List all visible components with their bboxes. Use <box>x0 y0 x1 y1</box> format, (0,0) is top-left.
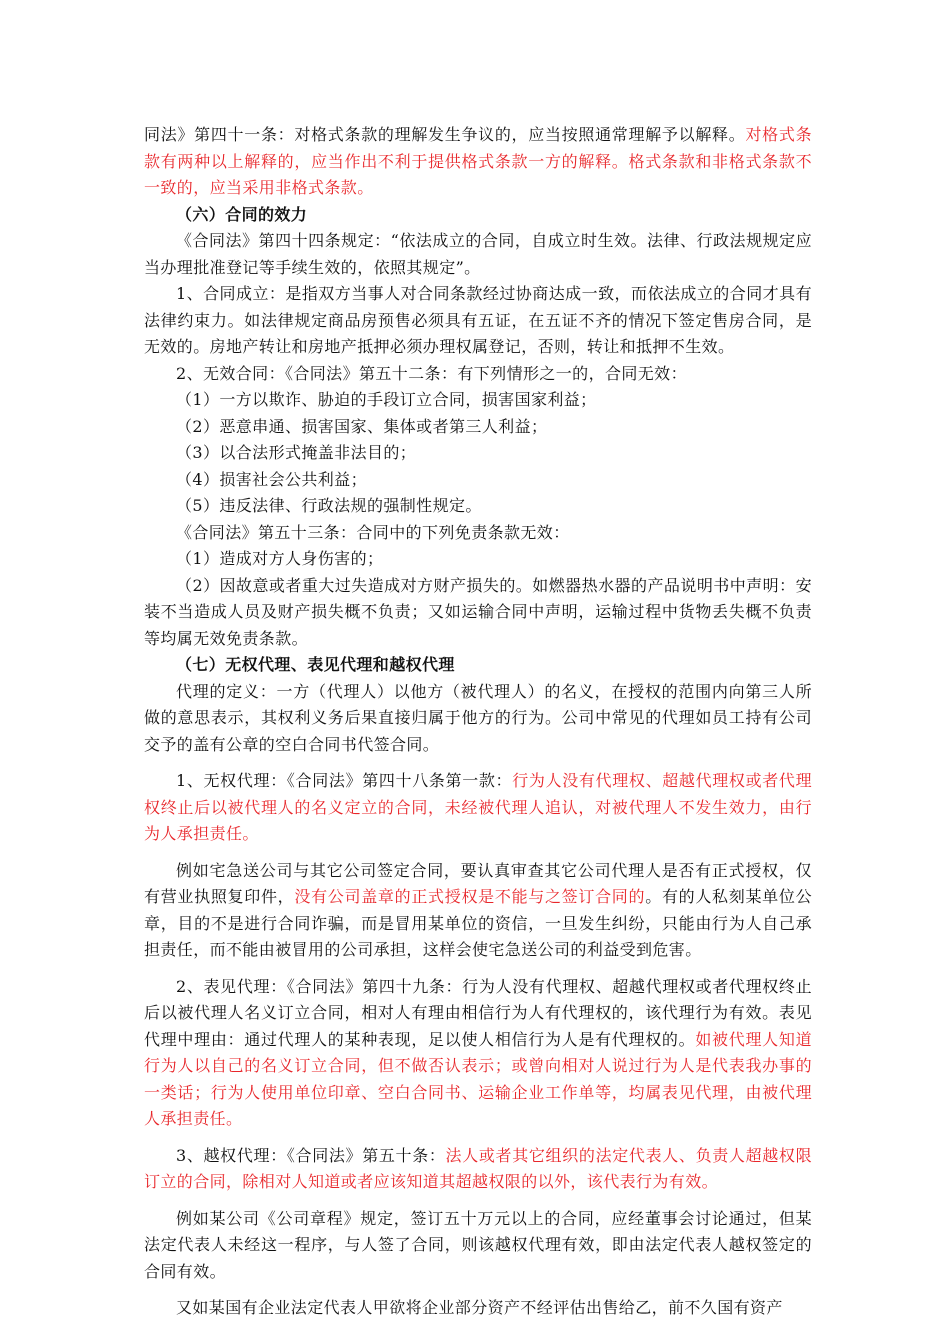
list-item-void-5: （5）违反法律、行政法规的强制性规定。 <box>176 496 482 515</box>
paragraph-contract-formation: 1、合同成立：是指双方当事人对合同条款经过协商达成一致，而依法成立的合同才具有法律约束力。如法律规定商品房预售必须具有五证，在五证不齐的情况下签定售房合同，是无效的。房地产转让和房地产抵押必须办理权属登记，否则，转让和抵押不生效。 <box>144 284 812 356</box>
paragraph-text: 例如宅急送公司与其它公司签定合同，要认真审查其它公司代理人是否有正式授权，仅有营业执照复印件， <box>144 860 812 906</box>
paragraph-state-enterprise-example: 又如某国有企业法定代表人甲欲将企业部分资产不经评估出售给乙，前不久国有资产 <box>176 1298 783 1317</box>
section-heading-validity: （六）合同的效力 <box>176 204 308 224</box>
list-item-void-1: （1）一方以欺诈、胁迫的手段订立合同，损害国家利益； <box>176 390 597 409</box>
paragraph-text: 1、无权代理：《合同法》第四十八条第一款： <box>176 771 513 790</box>
highlighted-text: 行为人没有代理权、超越代理权或者代理权终止后以被代理人的名义定立的合同，未经被代理人追认，对被代理人不发生效力，由行为人承担责任。 <box>144 771 812 843</box>
paragraph-text: 3、越权代理：《合同法》第五十条： <box>176 1145 446 1165</box>
highlighted-text: 如被代理人知道行为人以自己的名义订立合同，但不做否认表示；或曾向相对人说过行为人是代表我办事的一类话；行为人使用单位印章、空白合同书、运输企业工作单等，均属表见代理，由被代理人承担责任。 <box>144 1029 812 1128</box>
paragraph-article-44: 《合同法》第四十四条规定：“依法成立的合同，自成立时生效。法律、行政法规规定应当办理批准登记等手续生效的，依照其规定”。 <box>144 231 812 277</box>
paragraph-unauthorized-agency <box>144 768 812 848</box>
paragraph-text: 2、表见代理：《合同法》第四十九条：行为人没有代理权、超越代理权或者代理权终止后以被代理人名义订立合同，相对人有理由相信行为人有代理权的，该代理行为有效。表见代理中理由：通过代理人的某种表现，足以使人相信行为人是有代理权的。 <box>144 976 812 1049</box>
paragraph-text: 同法》第四十一条：对格式条款的理解发生争议的，应当按照通常理解予以解释。 <box>144 125 746 144</box>
list-item-exemption-2: （2）因故意或者重大过失造成对方财产损失的。如燃器热水器的产品说明书中声明：安装不当造成人员及财产损失概不负责；又如运输合同中声明，运输过程中货物丢失概不负责等均属无效免责条款。 <box>144 575 812 648</box>
paragraph-company-example: 例如某公司《公司章程》规定，签订五十万元以上的合同，应经董事会讨论通过，但某法定代表人未经这一程序，与人签了合同，则该越权代理有效，即由法定代表人越权签定的合同有效。 <box>144 1208 812 1281</box>
paragraph-article-53: 《合同法》第五十三条：合同中的下列免责条款无效： <box>176 522 570 542</box>
paragraph-void-contract: 2、无效合同：《合同法》第五十二条：有下列情形之一的，合同无效： <box>176 363 687 383</box>
section-heading-agency: （七）无权代理、表见代理和越权代理 <box>176 655 455 674</box>
highlighted-text: 没有公司盖章的正式授权是不能与之签订合同的 <box>294 887 646 906</box>
paragraph-ultra-vires-agency <box>144 1143 812 1196</box>
list-item-void-2: （2）恶意串通、损害国家、集体或者第三人利益； <box>176 416 548 436</box>
list-item-void-3: （3）以合法形式掩盖非法目的； <box>176 443 417 462</box>
list-item-exemption-1: （1）造成对方人身伤害的； <box>176 549 384 568</box>
paragraph-text: 。有的人私刻某单位公章，目的不是进行合同诈骗，而是冒用某单位的资信，一旦发生纠纷，只能由行为人自己承担责任，而不能由被冒用的公司承担，这样会使宅急送公司的利益受到危害。 <box>144 887 812 959</box>
highlighted-text: 法人或者其它组织的法定代表人、负责人超越权限订立的合同，除相对人知道或者应该知道其超越权限的以外，该代表行为有效。 <box>144 1145 812 1191</box>
document-body <box>144 122 812 1322</box>
paragraph-apparent-agency <box>144 974 812 1133</box>
paragraph-interpretation <box>144 122 812 202</box>
highlighted-text: 对格式条款有两种以上解释的，应当作出不利于提供格式条款一方的解释。格式条款和非格式条款不一致的，应当采用非格式条款。 <box>144 125 812 197</box>
list-item-void-4: （4）损害社会公共利益； <box>176 469 367 489</box>
paragraph-zjs-example <box>144 858 812 964</box>
paragraph-agency-definition: 代理的定义：一方（代理人）以他方（被代理人）的名义，在授权的范围内向第三人所做的意思表示，其权利义务后果直接归属于他方的行为。公司中常见的代理如员工持有公司交予的盖有公章的空白合同书代签合同。 <box>144 681 812 754</box>
